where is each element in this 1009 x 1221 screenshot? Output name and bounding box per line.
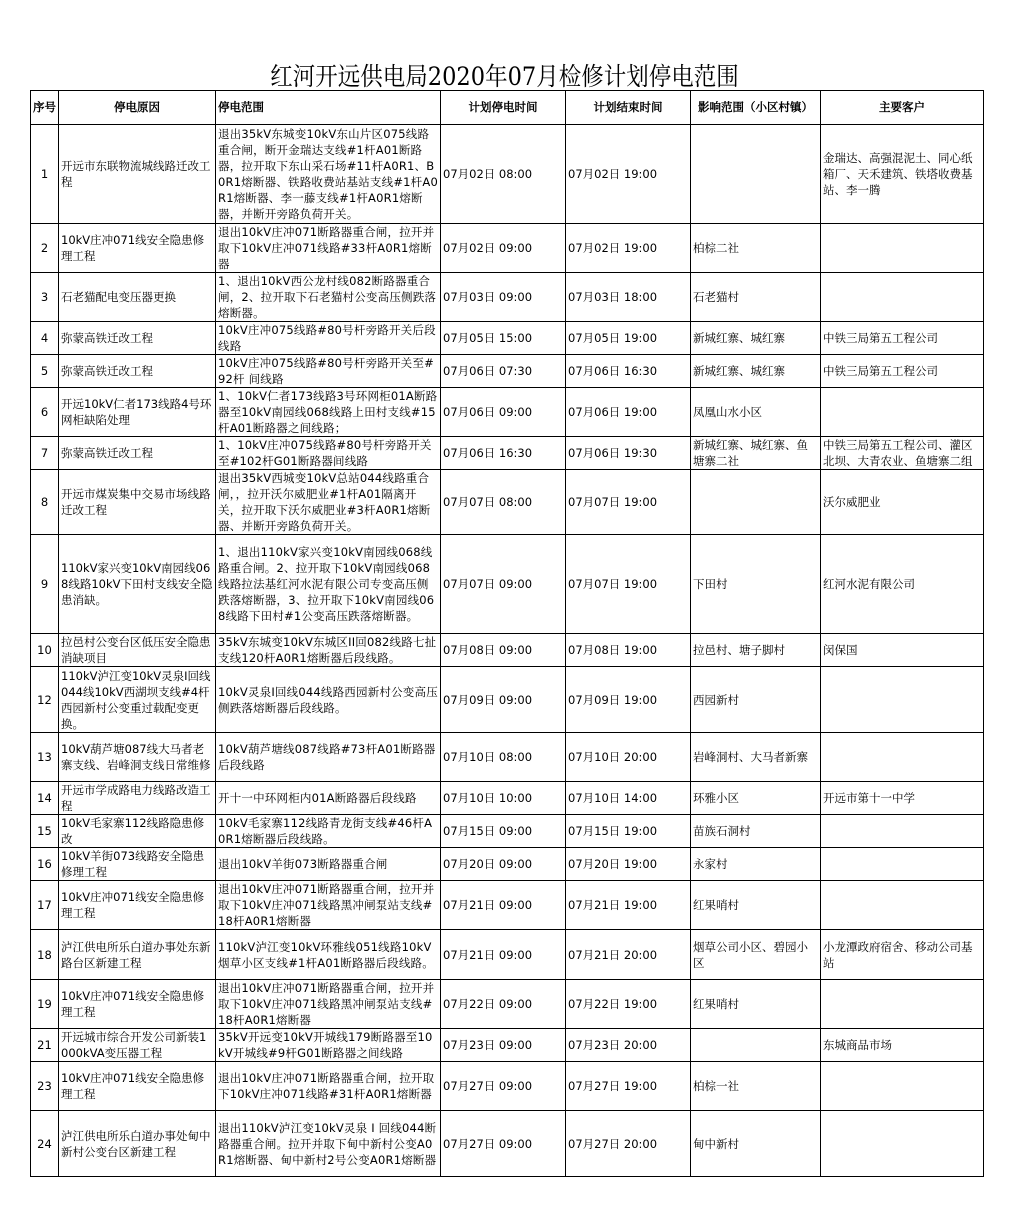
row-index: 12 [31, 667, 59, 733]
row-reason: 10kV庄冲071线安全隐患修理工程 [59, 980, 216, 1029]
row-reason: 开远10kV仁者173线路4号环网柜缺陷处理 [59, 388, 216, 437]
row-scope: 35kV东城变10kV东城区II回082线路七扯支线120杆A0R1熔断器后段线路。 [216, 634, 441, 667]
row-scope: 退出35kV东城变10kV东山片区075线路重合闸，断开金瑞达支线#1杆A01断路器，拉开取下东山采石场#11杆A0R1、B0R1熔断器、铁路收费站基站支线#1杆A0R1熔断器、李一藤支线#1杆A0R1熔断器，并断开旁路负荷开关。 [216, 125, 441, 224]
row-index: 19 [31, 980, 59, 1029]
row-main-customers [821, 980, 984, 1029]
row-affected-area: 新城红寨、城红寨、鱼塘寨二社 [691, 437, 821, 470]
row-main-customers [821, 388, 984, 437]
row-reason: 10kV羊街073线路安全隐患修理工程 [59, 848, 216, 881]
row-index: 6 [31, 388, 59, 437]
row-reason: 10kV葫芦塘087线大马者老寨支线、岩峰洞支线日常维修 [59, 733, 216, 782]
row-scope: 35kV开远变10kV开城线179断路器至10kV开城线#9杆G01断路器之间线路 [216, 1029, 441, 1062]
table-row [31, 667, 984, 733]
row-affected-area: 凤凰山水小区 [691, 388, 821, 437]
row-index: 5 [31, 355, 59, 388]
row-index: 17 [31, 881, 59, 930]
table-row [31, 815, 984, 848]
row-scope: 退出110kV泸江变10kV灵泉 I 回线044断路器重合闸。拉开并取下甸中新村公变A0R1熔断器、甸中新村2号公变A0R1熔断器 [216, 1111, 441, 1177]
row-scope: 110kV泸江变10kV环雅线051线路10kV烟草小区支线#1杆A01断路器后段线路。 [216, 930, 441, 980]
row-reason: 10kV庄冲071线安全隐患修理工程 [59, 224, 216, 273]
row-main-customers: 开远市第十一中学 [821, 782, 984, 815]
row-end-time: 07月27日 19:00 [566, 1062, 691, 1111]
row-end-time: 07月21日 19:00 [566, 881, 691, 930]
row-reason: 开远市学成路电力线路改造工程 [59, 782, 216, 815]
row-start-time: 07月27日 09:00 [441, 1062, 566, 1111]
table-row [31, 1111, 984, 1177]
page-title: 红河开远供电局2020年07月检修计划停电范围 [270, 62, 739, 91]
row-end-time: 07月03日 18:00 [566, 273, 691, 322]
row-index: 23 [31, 1062, 59, 1111]
row-reason: 开远市煤炭集中交易市场线路迁改工程 [59, 470, 216, 535]
row-end-time: 07月22日 19:00 [566, 980, 691, 1029]
row-end-time: 07月15日 19:00 [566, 815, 691, 848]
row-index: 4 [31, 322, 59, 355]
row-scope: 10kV毛家寨112线路青龙街支线#46杆A0R1熔断器后段线路。 [216, 815, 441, 848]
row-index: 10 [31, 634, 59, 667]
row-index: 15 [31, 815, 59, 848]
row-reason: 拉邑村公变台区低压安全隐患消缺项目 [59, 634, 216, 667]
row-index: 8 [31, 470, 59, 535]
row-affected-area [691, 1029, 821, 1062]
row-reason: 110kV泸江变10kV灵泉I回线044线10kV西湖坝支线#4杆西园新村公变重过载配变更换。 [59, 667, 216, 733]
table-row [31, 125, 984, 224]
row-start-time: 07月27日 09:00 [441, 1111, 566, 1177]
row-end-time: 07月27日 20:00 [566, 1111, 691, 1177]
row-main-customers: 中铁三局第五工程公司 [821, 322, 984, 355]
row-affected-area: 石老猫村 [691, 273, 821, 322]
row-scope: 10kV葫芦塘线087线路#73杆A01断路器后段线路 [216, 733, 441, 782]
row-start-time: 07月23日 09:00 [441, 1029, 566, 1062]
row-main-customers [821, 273, 984, 322]
row-end-time: 07月06日 19:30 [566, 437, 691, 470]
row-index: 9 [31, 535, 59, 634]
row-scope: 开十一中环网柜内01A断路器后段线路 [216, 782, 441, 815]
row-end-time: 07月23日 20:00 [566, 1029, 691, 1062]
table-row [31, 273, 984, 322]
outage-plan-table [30, 90, 984, 1177]
table-row [31, 437, 984, 470]
header-reason: 停电原因 [59, 91, 216, 125]
row-affected-area: 永家村 [691, 848, 821, 881]
row-start-time: 07月02日 09:00 [441, 224, 566, 273]
row-reason: 泸江供电所乐白道办事处东新路台区新建工程 [59, 930, 216, 980]
row-start-time: 07月21日 09:00 [441, 930, 566, 980]
row-reason: 石老猫配电变压器更换 [59, 273, 216, 322]
row-main-customers: 东城商品市场 [821, 1029, 984, 1062]
row-main-customers [821, 1062, 984, 1111]
header-main-customers: 主要客户 [821, 91, 984, 125]
table-row [31, 470, 984, 535]
row-affected-area [691, 125, 821, 224]
row-start-time: 07月05日 15:00 [441, 322, 566, 355]
row-scope: 退出10kV庄冲071断路器重合闸，拉开并取下10kV庄冲071线路黑冲闸泵站支线#18杆A0R1熔断器 [216, 980, 441, 1029]
row-end-time: 07月08日 19:00 [566, 634, 691, 667]
row-index: 16 [31, 848, 59, 881]
row-start-time: 07月06日 16:30 [441, 437, 566, 470]
row-main-customers [821, 1111, 984, 1177]
row-main-customers [821, 733, 984, 782]
row-end-time: 07月05日 19:00 [566, 322, 691, 355]
row-index: 18 [31, 930, 59, 980]
row-reason: 10kV庄冲071线安全隐患修理工程 [59, 1062, 216, 1111]
row-main-customers: 红河水泥有限公司 [821, 535, 984, 634]
row-main-customers: 中铁三局第五工程公司、灌区北坝、大青农业、鱼塘寨二组 [821, 437, 984, 470]
row-main-customers [821, 815, 984, 848]
row-start-time: 07月08日 09:00 [441, 634, 566, 667]
header-row [31, 91, 984, 125]
row-reason: 弥蒙高铁迁改工程 [59, 322, 216, 355]
row-affected-area: 红果哨村 [691, 881, 821, 930]
row-reason: 110kV家兴变10kV南园线068线路10kV下田村支线安全隐患消缺。 [59, 535, 216, 634]
row-scope: 10kV灵泉I回线044线路西园新村公变高压侧跌落熔断器后段线路。 [216, 667, 441, 733]
row-end-time: 07月20日 19:00 [566, 848, 691, 881]
table-row [31, 1062, 984, 1111]
row-main-customers [821, 667, 984, 733]
row-index: 24 [31, 1111, 59, 1177]
row-affected-area: 拉邑村、塘子脚村 [691, 634, 821, 667]
row-main-customers [821, 881, 984, 930]
row-index: 3 [31, 273, 59, 322]
row-end-time: 07月21日 20:00 [566, 930, 691, 980]
row-start-time: 07月02日 08:00 [441, 125, 566, 224]
row-index: 2 [31, 224, 59, 273]
row-end-time: 07月10日 20:00 [566, 733, 691, 782]
row-end-time: 07月09日 19:00 [566, 667, 691, 733]
row-reason: 弥蒙高铁迁改工程 [59, 355, 216, 388]
table-row [31, 388, 984, 437]
row-start-time: 07月10日 08:00 [441, 733, 566, 782]
row-affected-area [691, 470, 821, 535]
row-end-time: 07月02日 19:00 [566, 224, 691, 273]
header-end-time: 计划结束时间 [566, 91, 691, 125]
row-scope: 退出35kV西城变10kV总站044线路重合闸，，拉开沃尔威肥业#1杆A01隔离开关，拉开取下沃尔威肥业#3杆A0R1熔断器、并断开旁路负荷开关。 [216, 470, 441, 535]
table-row [31, 535, 984, 634]
row-scope: 1、退出10kV西公龙村线082断路器重合闸，2、拉开取下石老猫村公变高压侧跌落熔断器。 [216, 273, 441, 322]
row-main-customers: 沃尔威肥业 [821, 470, 984, 535]
row-scope: 1、退出110kV家兴变10kV南园线068线路重合闸。2、拉开取下10kV南园线068线路拉法基红河水泥有限公司专变高压侧跌落熔断器，3、拉开取下10kV南园线068线路下田村#1公变高压跌落熔断器。 [216, 535, 441, 634]
row-affected-area: 烟草公司小区、碧园小区 [691, 930, 821, 980]
row-index: 1 [31, 125, 59, 224]
table-row [31, 634, 984, 667]
row-scope: 退出10kV羊街073断路器重合闸 [216, 848, 441, 881]
table-row [31, 224, 984, 273]
row-start-time: 07月09日 09:00 [441, 667, 566, 733]
row-reason: 弥蒙高铁迁改工程 [59, 437, 216, 470]
row-affected-area: 柏棕二社 [691, 224, 821, 273]
row-main-customers: 金瑞达、高强混泥土、同心纸箱厂、天禾建筑、铁塔收费基站、李一腾 [821, 125, 984, 224]
row-affected-area: 岩峰洞村、大马者新寨 [691, 733, 821, 782]
row-affected-area: 柏棕一社 [691, 1062, 821, 1111]
row-main-customers: 闵保国 [821, 634, 984, 667]
row-main-customers: 中铁三局第五工程公司 [821, 355, 984, 388]
table-row [31, 322, 984, 355]
row-index: 21 [31, 1029, 59, 1062]
row-start-time: 07月15日 09:00 [441, 815, 566, 848]
row-affected-area: 新城红寨、城红寨 [691, 355, 821, 388]
row-affected-area: 甸中新村 [691, 1111, 821, 1177]
row-main-customers [821, 224, 984, 273]
table-row [31, 782, 984, 815]
row-affected-area: 新城红寨、城红寨 [691, 322, 821, 355]
row-start-time: 07月07日 09:00 [441, 535, 566, 634]
table-row [31, 1029, 984, 1062]
row-start-time: 07月06日 09:00 [441, 388, 566, 437]
row-affected-area: 下田村 [691, 535, 821, 634]
row-start-time: 07月03日 09:00 [441, 273, 566, 322]
row-start-time: 07月07日 08:00 [441, 470, 566, 535]
row-scope: 1、10kV庄冲075线路#80号杆旁路开关至#102杆G01断路器间线路 [216, 437, 441, 470]
row-affected-area: 苗族石洞村 [691, 815, 821, 848]
header-affected-area: 影响范围（小区村镇） [691, 91, 821, 125]
row-main-customers: 小龙潭政府宿舍、移动公司基站 [821, 930, 984, 980]
table-row [31, 930, 984, 980]
row-start-time: 07月22日 09:00 [441, 980, 566, 1029]
row-main-customers [821, 848, 984, 881]
row-end-time: 07月07日 19:00 [566, 535, 691, 634]
row-scope: 10kV庄冲075线路#80号杆旁路开关至#92杆 间线路 [216, 355, 441, 388]
row-start-time: 07月20日 09:00 [441, 848, 566, 881]
row-scope: 退出10kV庄冲071断路器重合闸，拉开取下10kV庄冲071线路#31杆A0R1熔断器 [216, 1062, 441, 1111]
row-scope: 10kV庄冲075线路#80号杆旁路开关后段线路 [216, 322, 441, 355]
row-reason: 开远市东联物流城线路迁改工程 [59, 125, 216, 224]
header-index: 序号 [31, 91, 59, 125]
row-end-time: 07月10日 14:00 [566, 782, 691, 815]
row-scope: 1、10kV仁者173线路3号环网柜01A断路器至10kV南园线068线路上田村支线#15杆A01断路器之间线路； [216, 388, 441, 437]
row-start-time: 07月21日 09:00 [441, 881, 566, 930]
table-row [31, 733, 984, 782]
row-affected-area: 环雅小区 [691, 782, 821, 815]
row-end-time: 07月07日 19:00 [566, 470, 691, 535]
row-reason: 10kV毛家寨112线路隐患修改 [59, 815, 216, 848]
header-scope: 停电范围 [216, 91, 441, 125]
row-end-time: 07月06日 19:00 [566, 388, 691, 437]
row-affected-area: 西园新村 [691, 667, 821, 733]
row-index: 13 [31, 733, 59, 782]
table-row [31, 848, 984, 881]
header-start-time: 计划停电时间 [441, 91, 566, 125]
table-row [31, 355, 984, 388]
row-end-time: 07月02日 19:00 [566, 125, 691, 224]
row-reason: 泸江供电所乐白道办事处甸中新村公变台区新建工程 [59, 1111, 216, 1177]
row-scope: 退出10kV庄冲071断路器重合闸，拉开并取下10kV庄冲071线路#33杆A0R1熔断器 [216, 224, 441, 273]
row-index: 14 [31, 782, 59, 815]
row-end-time: 07月06日 16:30 [566, 355, 691, 388]
row-reason: 开远城市综合开发公司新装1000kVA变压器工程 [59, 1029, 216, 1062]
row-start-time: 07月10日 10:00 [441, 782, 566, 815]
table-row [31, 980, 984, 1029]
row-index: 7 [31, 437, 59, 470]
row-scope: 退出10kV庄冲071断路器重合闸，拉开并取下10kV庄冲071线路黑冲闸泵站支线#18杆A0R1熔断器 [216, 881, 441, 930]
row-start-time: 07月06日 07:30 [441, 355, 566, 388]
row-reason: 10kV庄冲071线安全隐患修理工程 [59, 881, 216, 930]
row-affected-area: 红果哨村 [691, 980, 821, 1029]
table-row [31, 881, 984, 930]
